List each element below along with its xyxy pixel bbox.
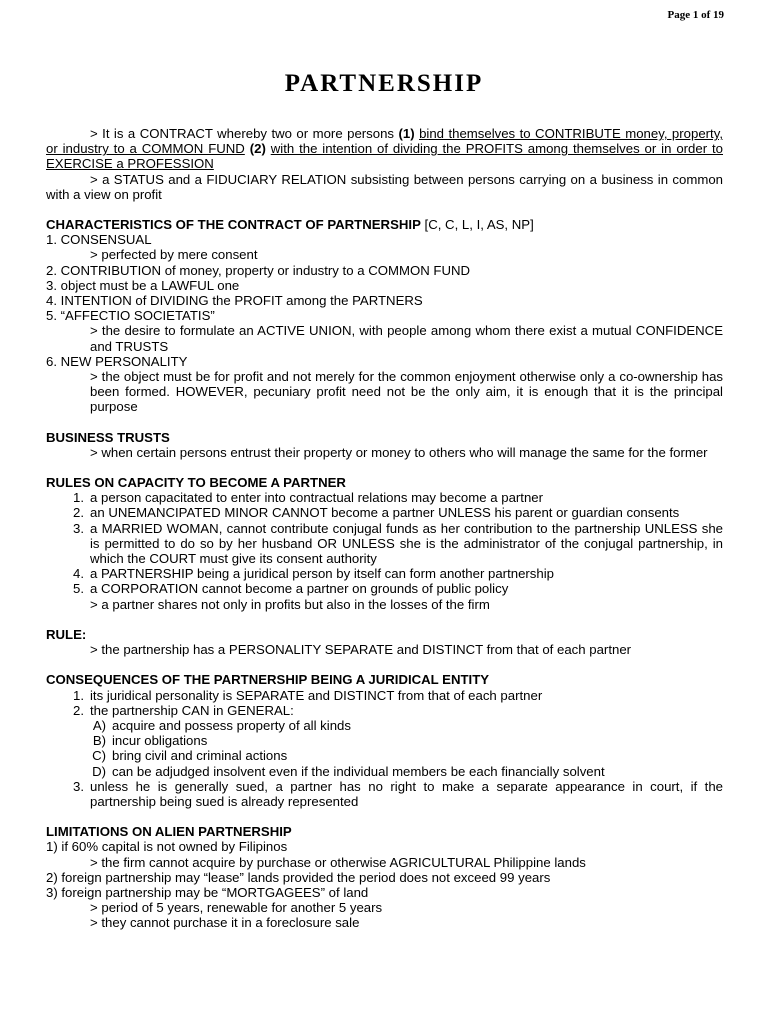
characteristics-heading: CHARACTERISTICS OF THE CONTRACT OF PARTNERSHIP [C, C, L, I, AS, NP] [46, 217, 534, 233]
rule-note: > the partnership has a PERSONALITY SEPARATE and DISTINCT from that of each partner [90, 642, 632, 658]
list-item: 3. a MARRIED WOMAN, cannot contribute conjugal funds as her contribution to the partnership UNLESS she is permitted to do so by her husband OR UNLESS she is the administrator of the conjugal partnership, in which the COURT must give its consent authority [73, 520, 723, 567]
sub-list-item: D) can be adjudged insolvent even if the individual members be each financially solvent [92, 763, 605, 779]
list-item: 5. “AFFECTIO SOCIETATIS” [46, 308, 215, 324]
definition-paragraph [46, 126, 723, 172]
list-item: 4. INTENTION of DIVIDING the PROFIT among the PARTNERS [46, 293, 423, 309]
sub-list-item: C) bring civil and criminal actions [92, 748, 288, 764]
definition-underlined-2: with the intention of dividing the PROFITS among themselves or in order to EXERCISE a PROFESSION [46, 141, 723, 172]
sub-list-item: B) incur obligations [92, 733, 208, 749]
list-note: > period of 5 years, renewable for another 5 years [90, 900, 383, 916]
list-item: 2) foreign partnership may “lease” lands provided the period does not exceed 99 years [46, 869, 551, 885]
consequences-heading: CONSEQUENCES OF THE PARTNERSHIP BEING A JURIDICAL ENTITY [46, 672, 490, 688]
list-note: > perfected by mere consent [90, 247, 258, 263]
list-note: > the desire to formulate an ACTIVE UNION, with people among whom there exist a mutual CONFIDENCE and TRUSTS [90, 323, 723, 354]
list-item: 1. a person capacitated to enter into contractual relations may become a partner [73, 490, 544, 506]
page-number: Page 1 of 19 [667, 9, 724, 21]
list-item: 3. object must be a LAWFUL one [46, 277, 240, 293]
document-body [46, 126, 723, 931]
definition-marker-1: (1) [398, 126, 415, 141]
alien-heading: LIMITATIONS ON ALIEN PARTNERSHIP [46, 824, 292, 840]
list-note: > they cannot purchase it in a foreclosure sale [90, 915, 360, 931]
list-item: 3) foreign partnership may be “MORTGAGEES” of land [46, 884, 369, 900]
list-item: 1) if 60% capital is not owned by Filipinos [46, 839, 288, 855]
page-title: PARTNERSHIP [284, 70, 484, 97]
status-paragraph: > a STATUS and a FIDUCIARY RELATION subsisting between persons carrying on a business in common with a view on profit [46, 171, 723, 202]
characteristics-tag: [C, C, L, I, AS, NP] [420, 217, 534, 233]
definition-marker-2: (2) [249, 141, 266, 157]
rule-heading: RULE: [46, 626, 87, 642]
list-note: > the firm cannot acquire by purchase or otherwise AGRICULTURAL Philippine lands [90, 854, 586, 870]
list-item: 2. CONTRIBUTION of money, property or industry to a COMMON FUND [46, 262, 471, 278]
sub-list-item: A) acquire and possess property of all kinds [92, 717, 351, 733]
list-item: 1. its juridical personality is SEPARATE and DISTINCT from that of each partner [73, 687, 543, 703]
list-note: > the object must be for profit and not merely for the common enjoyment otherwise only a co-ownership has been formed. HOWEVER, pecuniary profit need not be the only aim, it is enough that it is the principal purpose [90, 369, 723, 415]
list-item: 4. a PARTNERSHIP being a juridical person by itself can form another partnership [73, 566, 554, 582]
list-item: 2. an UNEMANCIPATED MINOR CANNOT become a partner UNLESS his parent or guardian consents [73, 505, 680, 521]
list-item: 3. unless he is generally sued, a partner has no right to make a separate appearance in court, if the partnership being sued is already represented [73, 778, 723, 809]
list-item: 5. a CORPORATION cannot become a partner on grounds of public policy [73, 581, 509, 597]
definition-text: > It is a CONTRACT whereby two or more persons [90, 126, 399, 141]
list-item: 1. CONSENSUAL [46, 232, 152, 248]
business-trusts-note: > when certain persons entrust their property or money to others who will manage the same for the former [90, 444, 708, 460]
list-item: 2. the partnership CAN in GENERAL: [73, 702, 294, 718]
capacity-heading: RULES ON CAPACITY TO BECOME A PARTNER [46, 475, 346, 491]
definition-underlined-1: bind themselves to CONTRIBUTE money, property, or industry to a COMMON FUND [46, 126, 723, 157]
business-trusts-heading: BUSINESS TRUSTS [46, 429, 170, 445]
list-item: 6. NEW PERSONALITY [46, 353, 188, 369]
capacity-note: > a partner shares not only in profits but also in the losses of the firm [90, 596, 490, 612]
